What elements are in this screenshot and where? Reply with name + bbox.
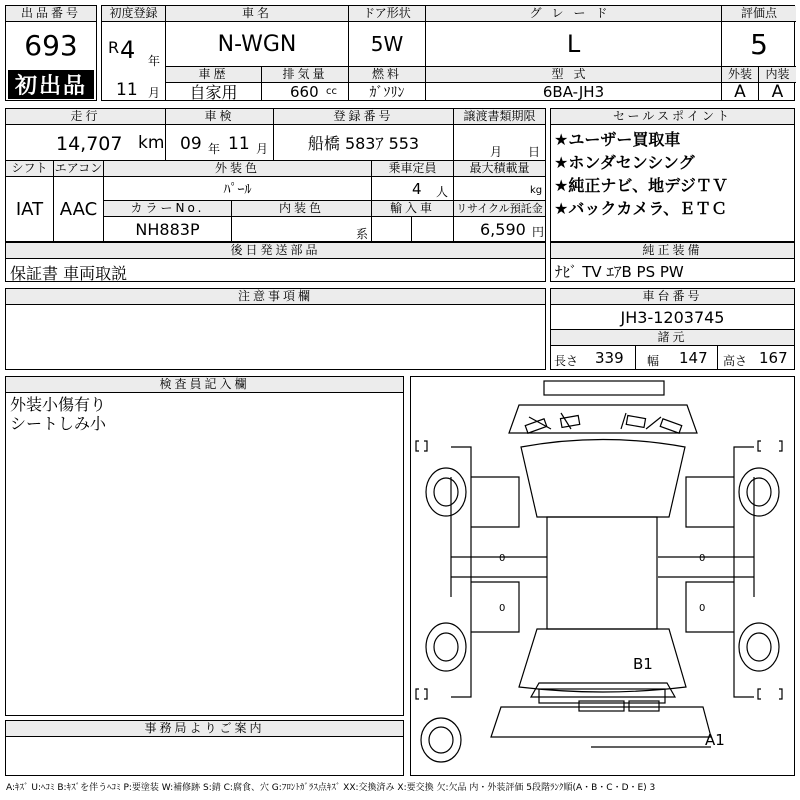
- plate-label: 登録番号: [274, 109, 454, 125]
- inspector-box: [5, 376, 404, 716]
- era: R: [108, 38, 120, 57]
- displacement-unit: cc: [326, 86, 337, 97]
- panel-mark: 0: [699, 603, 706, 614]
- exterior-color-label: 外装色: [104, 161, 372, 177]
- int-grade: A: [771, 81, 784, 102]
- first-reg-cell: [102, 22, 166, 100]
- sales-point-item: ★ユーザー買取車: [554, 130, 681, 149]
- grade-label: グレード: [426, 6, 722, 22]
- panel-mark: 0: [499, 603, 506, 614]
- color-number: NH883P: [104, 217, 232, 241]
- score-label: 評価点: [722, 6, 796, 22]
- load-cell: [454, 177, 545, 201]
- ext-grade: A: [722, 83, 759, 100]
- import-label: 輸入車: [372, 201, 454, 217]
- lot-number: 693: [24, 28, 78, 62]
- load-label: 最大積載量: [454, 161, 545, 177]
- main-header-table: [101, 5, 795, 101]
- damage-mark: A1: [705, 731, 725, 749]
- capacity-cell: [372, 177, 454, 201]
- fuel: ｶﾞｿﾘﾝ: [349, 83, 426, 100]
- office-label: 事務局よりご案内: [6, 721, 403, 737]
- recycle-label: リサイクル預託金: [454, 201, 545, 217]
- import-cell-a: [372, 217, 412, 241]
- chassis-number: JH3-1203745: [551, 305, 794, 330]
- panel-mark: 0: [499, 553, 506, 564]
- mileage-cell: [6, 125, 166, 161]
- width-label: 幅: [647, 354, 660, 368]
- lot-number-label: 出品番号: [6, 6, 96, 22]
- damage-legend: A:ｷｽﾞ U:ﾍｺﾐ B:ｷｽﾞを伴うﾍｺﾐ P:要塗装 W:補修跡 S:錆 C:腐食、穴 G:ﾌﾛﾝﾄｶﾞﾗｽ点ｷｽﾞ XX:交換済み X:要交換 欠:欠品 内・外装評価 5段階ﾗﾝｸ順(A・B・C・D・E) 3: [6, 783, 656, 793]
- genuine-equipment-value: ﾅﾋﾞ TV ｴｱB PS PW: [555, 263, 684, 281]
- transfer-cell: [454, 125, 545, 161]
- inspection-month-unit: 月: [256, 142, 269, 156]
- interior-color-label: 内装色: [232, 201, 372, 217]
- inspection-month: 11: [228, 134, 250, 154]
- mileage-unit: km: [138, 133, 165, 153]
- transfer-label: 譲渡書類期限: [454, 109, 545, 125]
- dim-divider: [635, 346, 636, 370]
- inspection-year-unit: 年: [208, 142, 221, 156]
- door-type: 5W: [349, 22, 426, 67]
- int-grade-label: 内装: [759, 67, 796, 83]
- inspector-notes: [10, 395, 106, 433]
- recycle-cell: [454, 217, 545, 241]
- capacity-unit: 人: [436, 185, 449, 199]
- notes-label: 注意事項欄: [6, 289, 545, 305]
- interior-color-unit: 系: [356, 227, 369, 241]
- transfer-month-unit: 月: [490, 145, 503, 159]
- inspection-cell: [166, 125, 274, 161]
- shift-label: シフト: [6, 161, 54, 177]
- inspector-note: 外装小傷有り: [10, 395, 107, 414]
- mileage: 14,707: [56, 133, 123, 155]
- plate-number: 船橋 583ｱ 553: [274, 125, 454, 161]
- aircon-label: エアコン: [54, 161, 103, 175]
- car-diagram: [411, 377, 794, 775]
- score: 5: [722, 22, 796, 67]
- sales-points-label: セールスポイント: [551, 109, 794, 125]
- car-name: N-WGN: [166, 22, 349, 67]
- dimensions-row: [551, 346, 794, 370]
- lot-number-block: [5, 5, 97, 101]
- height: 167: [759, 349, 788, 367]
- door-label: ドア形状: [349, 6, 426, 22]
- inspector-note: シートしみ小: [10, 414, 107, 433]
- recycle-fee: 6,590: [480, 220, 526, 239]
- model-code: 6BA-JH3: [426, 83, 722, 100]
- color-no-label: カラーNo.: [104, 201, 232, 217]
- interior-color-cell: [232, 217, 372, 241]
- inspector-label: 検査員記入欄: [6, 377, 403, 393]
- length-label: 長さ: [554, 354, 579, 368]
- sales-point-item: ★純正ナビ、地デジＴＶ: [554, 176, 728, 195]
- damage-mark: B1: [633, 655, 653, 673]
- displacement-cell: [262, 83, 349, 100]
- length: 339: [595, 349, 624, 367]
- fuel-label: 燃料: [349, 67, 426, 83]
- transfer-day-unit: 日: [528, 145, 541, 159]
- chassis-label: 車台番号: [551, 289, 794, 305]
- spec-label: 諸元: [551, 330, 794, 346]
- office-box: [5, 720, 404, 776]
- displacement: 660: [290, 83, 319, 101]
- sales-points-list: [554, 128, 728, 220]
- reg-year-unit: 年: [148, 54, 161, 68]
- vehicle-detail-table: [5, 108, 546, 242]
- first-reg-label: 初度登録: [102, 6, 166, 22]
- chassis-box: [550, 288, 795, 370]
- shift: IAT: [6, 177, 54, 241]
- reg-month: 11: [116, 80, 138, 100]
- genuine-equipment-label: 純正装備: [551, 243, 794, 259]
- history-label: 車歴: [166, 67, 262, 83]
- car-history: 自家用: [166, 83, 262, 100]
- capacity: 4: [412, 180, 422, 198]
- notes-box: [5, 288, 546, 370]
- grade: L: [426, 22, 722, 67]
- inspection-year: 09: [180, 134, 202, 154]
- model-label: 型式: [426, 67, 722, 83]
- aircon: AAC: [54, 177, 104, 241]
- sales-point-item: ★ホンダセンシング: [554, 153, 695, 172]
- later-parts-value: 保証書 車両取説: [10, 264, 128, 283]
- import-cell-b: [412, 217, 454, 241]
- exterior-color: ﾊﾟｰﾙ: [104, 177, 372, 201]
- recycle-unit: 円: [532, 225, 545, 239]
- later-parts-box: [5, 242, 546, 282]
- inspection-label: 車検: [166, 109, 274, 125]
- car-name-label: 車名: [166, 6, 349, 22]
- displacement-label: 排気量: [262, 67, 349, 83]
- capacity-label: 乗車定員: [372, 161, 454, 177]
- reg-month-unit: 月: [148, 86, 161, 100]
- load-unit: kg: [530, 185, 543, 196]
- reg-year: 4: [120, 36, 136, 64]
- ext-grade-label: 外装: [722, 67, 759, 83]
- dim-divider: [717, 346, 718, 370]
- later-parts-label: 後日発送部品: [6, 243, 545, 259]
- mileage-label: 走行: [6, 109, 166, 125]
- car-diagram-box: [410, 376, 795, 776]
- sales-point-item: ★バックカメラ、ＥＴＣ: [554, 199, 728, 218]
- height-label: 高さ: [723, 354, 748, 368]
- panel-mark: 0: [699, 553, 706, 564]
- width: 147: [679, 349, 708, 367]
- genuine-equipment-box: [550, 242, 795, 282]
- first-listing-badge: 初出品: [8, 70, 94, 99]
- sales-points-box: [550, 108, 795, 242]
